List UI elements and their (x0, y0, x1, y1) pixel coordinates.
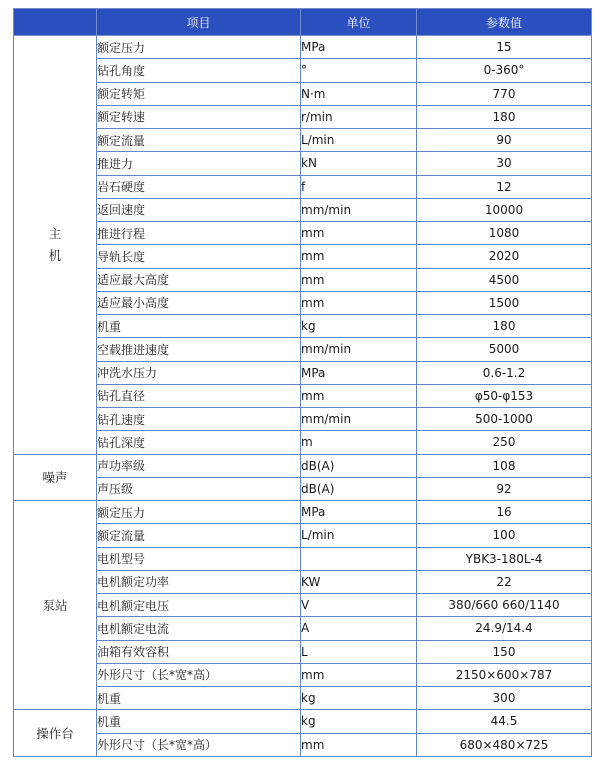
unit-cell: dB(A) (301, 454, 417, 477)
table-row (14, 152, 592, 175)
value-cell: 180 (417, 105, 592, 128)
table-row (14, 640, 592, 663)
item-cell: 电机额定电流 (97, 617, 301, 640)
value-cell: 90 (417, 129, 592, 152)
value-cell: φ50-φ153 (417, 384, 592, 407)
value-cell: 4500 (417, 268, 592, 291)
group-label (14, 36, 97, 455)
value-cell: 12 (417, 175, 592, 198)
unit-cell: L/min (301, 129, 417, 152)
item-cell: 声压级 (97, 477, 301, 500)
table-row (14, 175, 592, 198)
item-cell: 导轨长度 (97, 245, 301, 268)
table-row (14, 82, 592, 105)
item-cell: 额定压力 (97, 36, 301, 59)
table-row (14, 594, 592, 617)
unit-cell (301, 547, 417, 570)
table-row (14, 547, 592, 570)
value-cell: 22 (417, 570, 592, 593)
item-cell: 钻孔深度 (97, 431, 301, 454)
value-cell: 180 (417, 315, 592, 338)
item-cell: 油箱有效容积 (97, 640, 301, 663)
unit-cell: MPa (301, 361, 417, 384)
value-cell: 500-1000 (417, 408, 592, 431)
unit-cell: L/min (301, 524, 417, 547)
unit-cell: dB(A) (301, 477, 417, 500)
table-row (14, 222, 592, 245)
unit-cell: mm (301, 733, 417, 756)
unit-cell: kg (301, 315, 417, 338)
group-label: 噪声 (14, 454, 97, 501)
item-cell: 额定流量 (97, 129, 301, 152)
value-cell: 5000 (417, 338, 592, 361)
item-cell: 空载推进速度 (97, 338, 301, 361)
value-cell: 1500 (417, 291, 592, 314)
table-row (14, 477, 592, 500)
unit-cell: mm (301, 245, 417, 268)
value-cell: 15 (417, 36, 592, 59)
table-row (14, 198, 592, 221)
value-cell: 16 (417, 501, 592, 524)
unit-cell: mm (301, 663, 417, 686)
unit-cell: r/min (301, 105, 417, 128)
value-cell: 0.6-1.2 (417, 361, 592, 384)
unit-cell: mm (301, 291, 417, 314)
value-cell: 770 (417, 82, 592, 105)
group-label-char: 机 (48, 247, 62, 263)
item-cell: 额定压力 (97, 501, 301, 524)
header-group (14, 9, 97, 36)
table-row (14, 245, 592, 268)
item-cell: 机重 (97, 687, 301, 710)
value-cell: 2020 (417, 245, 592, 268)
unit-cell: m (301, 431, 417, 454)
value-cell: 108 (417, 454, 592, 477)
item-cell: 推进力 (97, 152, 301, 175)
item-cell: 外形尺寸（长*宽*高） (97, 663, 301, 686)
value-cell: 150 (417, 640, 592, 663)
item-cell: 声功率级 (97, 454, 301, 477)
unit-cell: mm/min (301, 408, 417, 431)
table-row (14, 431, 592, 454)
unit-cell: L (301, 640, 417, 663)
item-cell: 机重 (97, 315, 301, 338)
item-cell: 额定转矩 (97, 82, 301, 105)
item-cell: 电机额定电压 (97, 594, 301, 617)
table-row (14, 268, 592, 291)
value-cell: 44.5 (417, 710, 592, 733)
table-row (14, 710, 592, 733)
spec-table-body (14, 36, 592, 757)
unit-cell: f (301, 175, 417, 198)
header-value: 参数值 (417, 9, 592, 36)
unit-cell: kg (301, 687, 417, 710)
unit-cell: mm/min (301, 338, 417, 361)
spec-table (13, 8, 592, 757)
table-row (14, 524, 592, 547)
table-row (14, 663, 592, 686)
table-row (14, 36, 592, 59)
item-cell: 钻孔速度 (97, 408, 301, 431)
value-cell: 92 (417, 477, 592, 500)
table-row (14, 570, 592, 593)
unit-cell: A (301, 617, 417, 640)
unit-cell: MPa (301, 501, 417, 524)
item-cell: 电机型号 (97, 547, 301, 570)
group-label-char: 主 (48, 225, 62, 241)
item-cell: 额定转速 (97, 105, 301, 128)
item-cell: 外形尺寸（长*宽*高） (97, 733, 301, 756)
value-cell: YBK3-180L-4 (417, 547, 592, 570)
value-cell: 100 (417, 524, 592, 547)
value-cell: 24.9/14.4 (417, 617, 592, 640)
value-cell: 30 (417, 152, 592, 175)
header-row (14, 9, 592, 36)
table-row (14, 105, 592, 128)
value-cell: 2150×600×787 (417, 663, 592, 686)
value-cell: 10000 (417, 198, 592, 221)
item-cell: 适应最小高度 (97, 291, 301, 314)
table-row (14, 384, 592, 407)
unit-cell: KW (301, 570, 417, 593)
item-cell: 岩石硬度 (97, 175, 301, 198)
table-row (14, 338, 592, 361)
group-label: 操作台 (14, 710, 97, 757)
value-cell: 250 (417, 431, 592, 454)
item-cell: 额定流量 (97, 524, 301, 547)
value-cell: 380/660 660/1140 (417, 594, 592, 617)
value-cell: 0-360° (417, 59, 592, 82)
item-cell: 适应最大高度 (97, 268, 301, 291)
unit-cell: kg (301, 710, 417, 733)
value-cell: 1080 (417, 222, 592, 245)
unit-cell: mm (301, 222, 417, 245)
unit-cell: mm (301, 268, 417, 291)
unit-cell: N·m (301, 82, 417, 105)
table-row (14, 733, 592, 756)
item-cell: 机重 (97, 710, 301, 733)
group-label: 泵站 (14, 501, 97, 710)
table-row (14, 291, 592, 314)
table-row (14, 408, 592, 431)
table-row (14, 361, 592, 384)
item-cell: 推进行程 (97, 222, 301, 245)
table-row (14, 501, 592, 524)
unit-cell: mm (301, 384, 417, 407)
header-unit: 单位 (301, 9, 417, 36)
table-row (14, 129, 592, 152)
item-cell: 冲洗水压力 (97, 361, 301, 384)
value-cell: 680×480×725 (417, 733, 592, 756)
unit-cell: kN (301, 152, 417, 175)
table-row (14, 687, 592, 710)
item-cell: 返回速度 (97, 198, 301, 221)
table-row (14, 315, 592, 338)
item-cell: 钻孔角度 (97, 59, 301, 82)
header-item: 项目 (97, 9, 301, 36)
unit-cell: mm/min (301, 198, 417, 221)
table-row (14, 617, 592, 640)
item-cell: 钻孔直径 (97, 384, 301, 407)
value-cell: 300 (417, 687, 592, 710)
table-row (14, 59, 592, 82)
table-row (14, 454, 592, 477)
item-cell: 电机额定功率 (97, 570, 301, 593)
unit-cell: ° (301, 59, 417, 82)
unit-cell: MPa (301, 36, 417, 59)
unit-cell: V (301, 594, 417, 617)
